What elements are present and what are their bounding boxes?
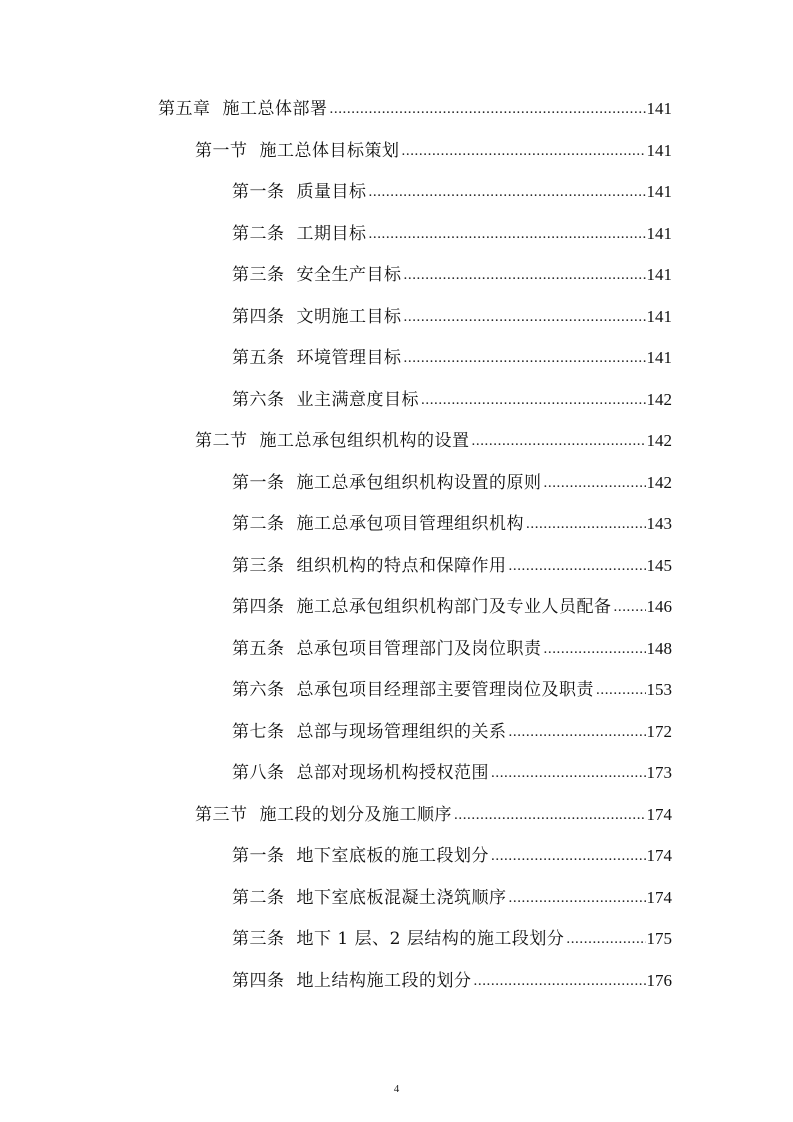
toc-entry-title: 组织机构的特点和保障作用: [296, 555, 507, 576]
toc-entry-number: 第五章: [158, 99, 211, 119]
toc-entry-number: 第七条: [232, 721, 285, 742]
toc-entry-title: 环境管理目标: [296, 348, 402, 368]
toc-page-number: 174: [646, 887, 672, 907]
toc-entry[interactable]: [232, 173, 672, 203]
toc-entry-number: 第六条: [232, 389, 285, 410]
toc-entry-label: [232, 970, 472, 992]
toc-page-number: 148: [646, 638, 672, 658]
toc-entry-number: 第三条: [232, 555, 285, 576]
toc-dot-leader: [328, 98, 647, 120]
toc-dot-leader: [524, 513, 646, 535]
toc-entry[interactable]: [232, 547, 672, 577]
toc-page-number: 142: [646, 431, 672, 450]
toc-entry-title: 地下 1 层、2 层结构的施工段划分: [296, 929, 565, 949]
toc-entry-number: 第一条: [232, 182, 285, 202]
toc-entry[interactable]: [158, 90, 672, 120]
toc-entry-label: [232, 679, 594, 701]
toc-entry-label: [232, 555, 507, 577]
toc-entry-title: 工期目标: [296, 223, 367, 244]
toc-entry-number: 第一条: [232, 472, 285, 493]
toc-entry-label: [232, 223, 367, 245]
toc-entry-label: [232, 264, 402, 286]
toc-entry-number: 第一节: [195, 140, 248, 161]
toc-entry-label: [232, 347, 402, 369]
toc-page-number: 146: [646, 597, 672, 616]
toc-entry-label: [232, 513, 524, 535]
toc-entry[interactable]: [232, 381, 672, 411]
toc-entry-number: 第二节: [195, 431, 248, 451]
toc-dot-leader: [400, 140, 647, 162]
toc-entry-number: 第一条: [232, 846, 285, 866]
toc-entry-title: 地下室底板的施工段划分: [296, 846, 489, 866]
toc-page-number: 176: [646, 970, 672, 990]
toc-page-number: 141: [646, 99, 672, 118]
toc-page-number: 141: [646, 306, 672, 326]
toc-page-number: 141: [646, 223, 672, 243]
toc-entry-label: [195, 804, 452, 826]
toc-entry-title: 总承包项目管理部门及岗位职责: [296, 638, 542, 659]
toc-entry-number: 第二条: [232, 887, 285, 908]
toc-page-number: 142: [646, 389, 672, 409]
toc-page-number: 145: [646, 555, 672, 575]
toc-entry-label: [195, 430, 470, 452]
toc-entry-title: 施工总承包组织机构部门及专业人员配备: [296, 597, 612, 617]
toc-entry-number: 第二条: [232, 514, 285, 534]
toc-entry-number: 第六条: [232, 680, 285, 700]
toc-page-number: 143: [646, 514, 672, 533]
toc-entry-label: [232, 762, 489, 784]
toc-entry-label: [195, 140, 400, 162]
toc-entry[interactable]: [195, 796, 672, 826]
toc-entry-label: [232, 596, 612, 618]
toc-entry-title: 施工总体部署: [222, 99, 328, 119]
toc-entry-title: 地下室底板混凝土浇筑顺序: [296, 887, 507, 908]
toc-entry-number: 第八条: [232, 763, 285, 783]
toc-entry[interactable]: [232, 588, 672, 618]
toc-entry-label: [232, 887, 507, 909]
toc-entry[interactable]: [232, 630, 672, 660]
toc-dot-leader: [367, 181, 647, 203]
toc-entry[interactable]: [232, 754, 672, 784]
toc-page-number: 142: [646, 472, 672, 492]
toc-page-number: 141: [646, 140, 672, 160]
toc-entry[interactable]: [232, 256, 672, 286]
toc-entry-title: 总承包项目经理部主要管理岗位及职责: [296, 680, 594, 700]
toc-entry-title: 文明施工目标: [296, 306, 402, 327]
toc-dot-leader: [564, 928, 646, 950]
toc-entry-number: 第四条: [232, 970, 285, 991]
toc-entry-label: [232, 721, 507, 743]
toc-entry-title: 施工总承包组织机构的设置: [259, 431, 470, 451]
toc-entry[interactable]: [232, 879, 672, 909]
toc-page-number: 173: [646, 763, 672, 782]
toc-dot-leader: [507, 721, 647, 743]
toc-entry-title: 施工总承包项目管理组织机构: [296, 514, 524, 534]
toc-entry-number: 第五条: [232, 638, 285, 659]
toc-page-number: 174: [646, 846, 672, 865]
toc-entry-label: [232, 638, 542, 660]
toc-entry-number: 第三条: [232, 265, 285, 285]
page-footer-number: 4: [393, 1083, 400, 1095]
toc-entry[interactable]: [232, 215, 672, 245]
toc-dot-leader: [472, 970, 647, 992]
toc-dot-leader: [419, 389, 646, 411]
toc-entry-number: 第二条: [232, 223, 285, 244]
toc-entry-title: 总部与现场管理组织的关系: [296, 721, 507, 742]
toc-entry-title: 安全生产目标: [296, 265, 402, 285]
toc-dot-leader: [594, 679, 646, 701]
toc-entry-number: 第五条: [232, 348, 285, 368]
toc-dot-leader: [470, 430, 647, 452]
toc-page-number: 175: [646, 929, 672, 948]
toc-entry-number: 第三节: [195, 804, 248, 825]
toc-entry-label: [232, 306, 402, 328]
toc-page-number: 172: [646, 721, 672, 741]
toc-entry[interactable]: [232, 671, 672, 701]
toc-dot-leader: [402, 306, 647, 328]
toc-dot-leader: [542, 472, 647, 494]
toc-entry-title: 施工段的划分及施工顺序: [259, 804, 452, 825]
toc-entry-label: [232, 181, 367, 203]
toc-page-number: 141: [646, 182, 672, 201]
toc-entry-title: 施工总体目标策划: [259, 140, 400, 161]
toc-entry[interactable]: [232, 837, 672, 867]
toc-entry-title: 业主满意度目标: [296, 389, 419, 410]
toc-entry-label: [158, 98, 328, 120]
toc-dot-leader: [507, 887, 647, 909]
toc-entry-title: 总部对现场机构授权范围: [296, 763, 489, 783]
toc-entry-title: 质量目标: [296, 182, 367, 202]
toc-entry-number: 第三条: [232, 929, 285, 949]
toc-dot-leader: [489, 845, 646, 867]
toc-entry[interactable]: [232, 505, 672, 535]
toc-entry-number: 第四条: [232, 597, 285, 617]
toc-entry[interactable]: [232, 920, 672, 950]
toc-entry-title: 施工总承包组织机构设置的原则: [296, 472, 542, 493]
toc-entry-label: [232, 389, 419, 411]
toc-entry[interactable]: [232, 713, 672, 743]
toc-dot-leader: [367, 223, 647, 245]
toc-dot-leader: [452, 804, 646, 826]
toc-page-number: 174: [646, 804, 672, 824]
toc-entry-label: [232, 928, 564, 950]
toc-entry[interactable]: [195, 132, 672, 162]
toc-dot-leader: [489, 762, 646, 784]
toc-entry[interactable]: [195, 422, 672, 452]
toc-dot-leader: [402, 264, 647, 286]
toc-dot-leader: [542, 638, 647, 660]
toc-entry-title: 地上结构施工段的划分: [296, 970, 472, 991]
toc-entry[interactable]: [232, 339, 672, 369]
toc-dot-leader: [402, 347, 647, 369]
toc-page-number: 153: [646, 680, 672, 699]
toc-entry[interactable]: [232, 298, 672, 328]
toc-entry[interactable]: [232, 464, 672, 494]
toc-entry-number: 第四条: [232, 306, 285, 327]
toc-dot-leader: [507, 555, 647, 577]
toc-entry-label: [232, 845, 489, 867]
toc-entry[interactable]: [232, 962, 672, 992]
toc-page-number: 141: [646, 265, 672, 284]
toc-dot-leader: [612, 596, 647, 618]
toc-page-number: 141: [646, 348, 672, 367]
toc-entry-label: [232, 472, 542, 494]
